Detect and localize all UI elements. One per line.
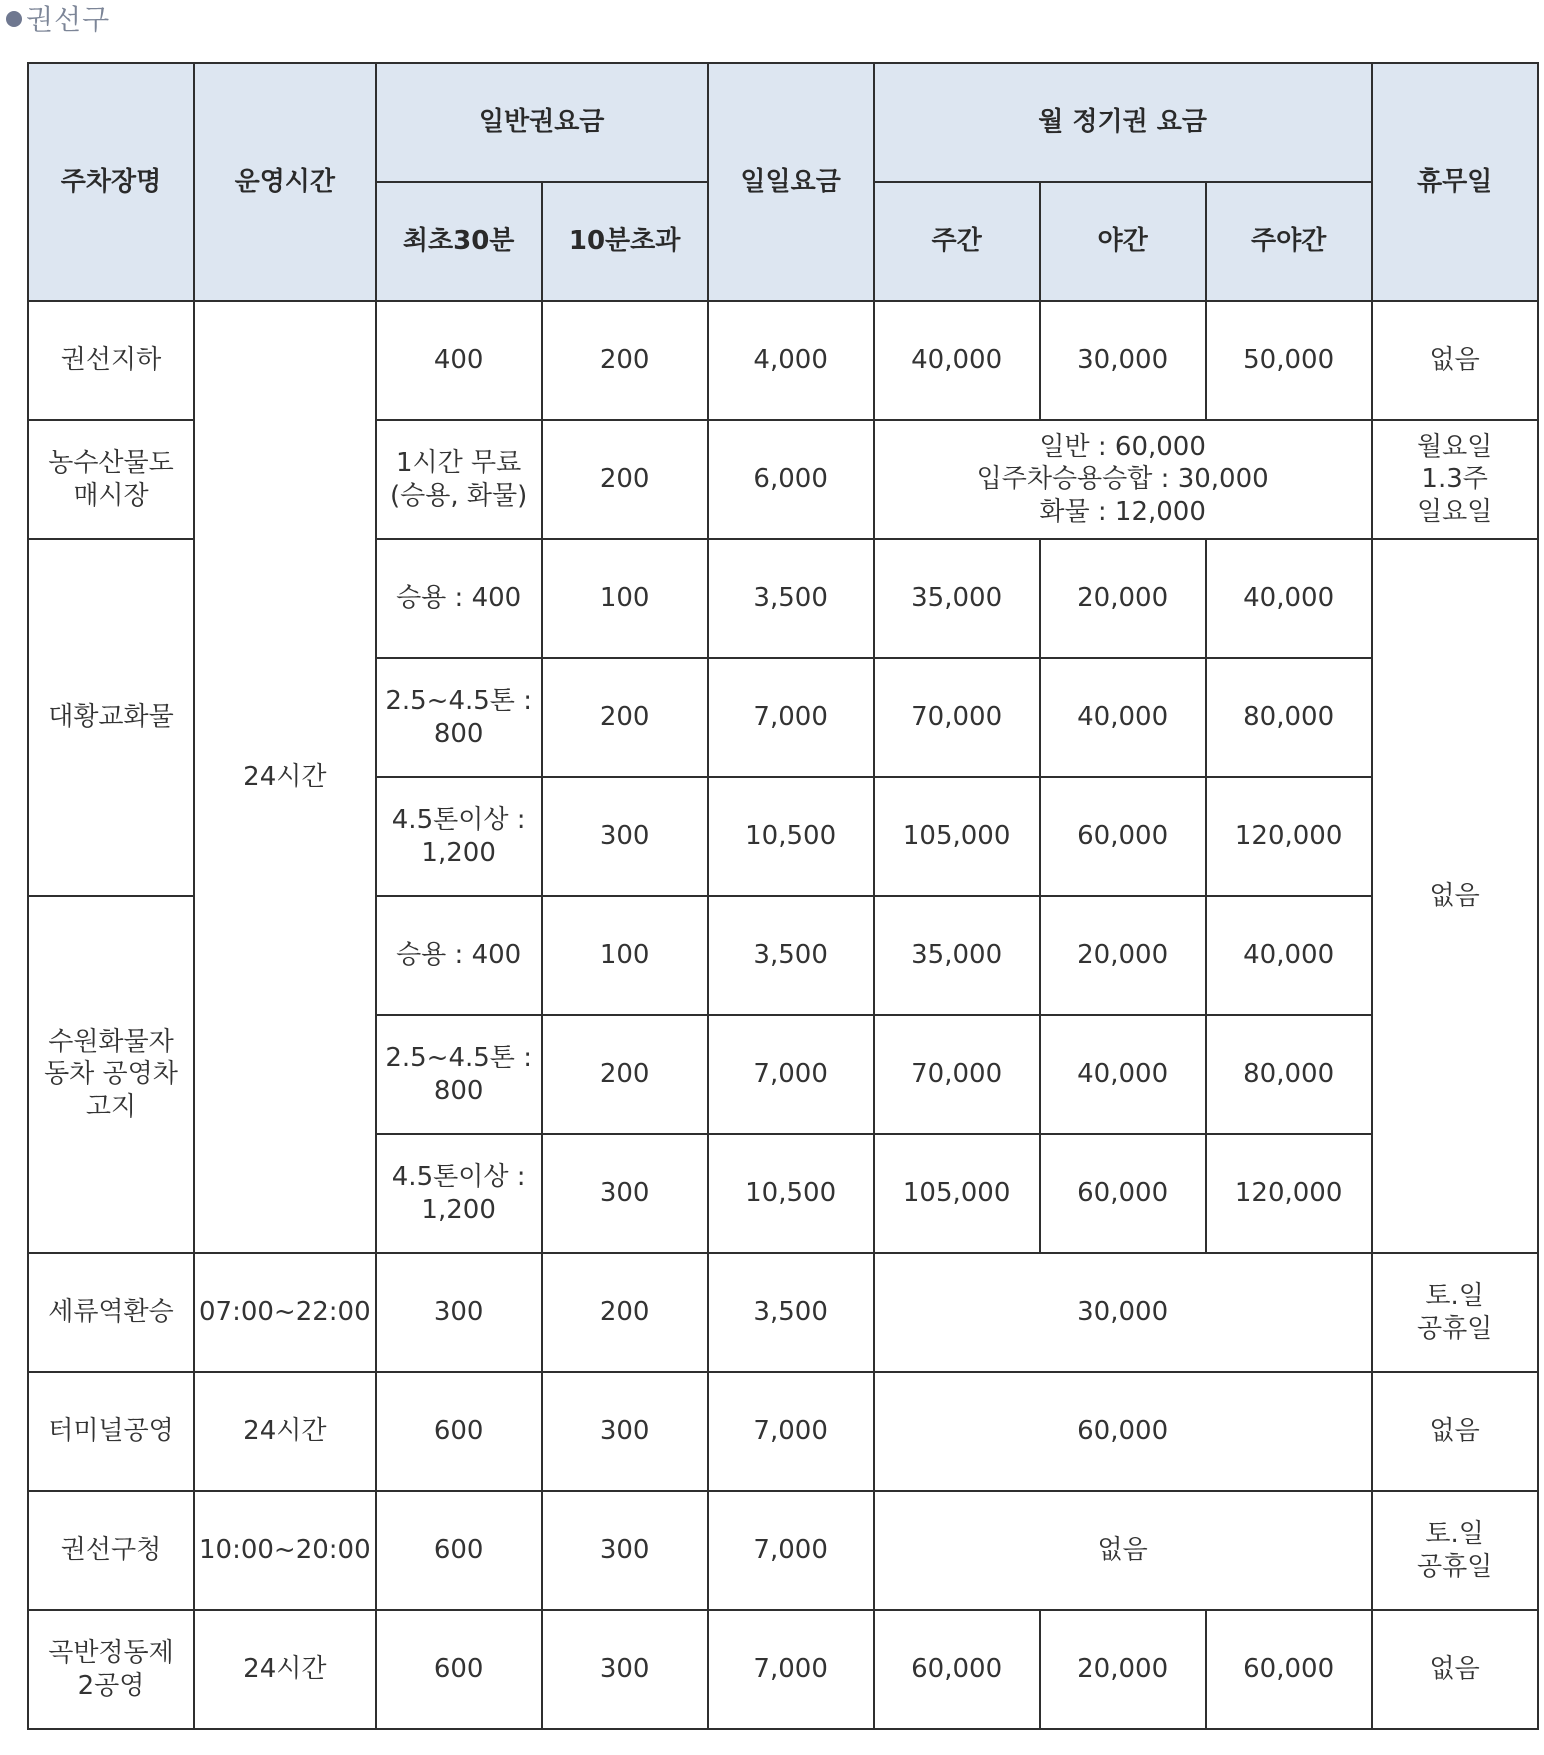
cell-day: 40,000 <box>874 301 1040 420</box>
cell-daynight: 40,000 <box>1206 539 1372 658</box>
cell-first30: 1시간 무료 (승용, 화물) <box>376 420 542 539</box>
header-night: 야간 <box>1040 182 1206 301</box>
header-general: 일반권요금 <box>376 63 708 182</box>
header-daily: 일일요금 <box>708 63 874 301</box>
table-row <box>28 1253 1538 1372</box>
cell-name: 곡반정동제 2공영 <box>28 1610 194 1729</box>
cell-name: 농수산물도 매시장 <box>28 420 194 539</box>
cell-name: 세류역환승 <box>28 1253 194 1372</box>
section-title <box>6 0 110 36</box>
cell-holiday: 토.일 공휴일 <box>1372 1491 1538 1610</box>
cell-over10: 300 <box>542 1372 708 1491</box>
cell-day: 35,000 <box>874 896 1040 1015</box>
circle-bullet-icon <box>6 11 22 27</box>
header-name: 주차장명 <box>28 63 194 301</box>
table-row <box>28 1491 1538 1610</box>
cell-monthly-merged: 60,000 <box>874 1372 1372 1491</box>
cell-night: 20,000 <box>1040 896 1206 1015</box>
cell-daily: 7,000 <box>708 1491 874 1610</box>
cell-holiday: 없음 <box>1372 1610 1538 1729</box>
cell-daynight: 80,000 <box>1206 658 1372 777</box>
cell-night: 30,000 <box>1040 301 1206 420</box>
cell-first30: 600 <box>376 1610 542 1729</box>
header-row-1 <box>28 63 1538 182</box>
cell-daily: 3,500 <box>708 539 874 658</box>
cell-day: 70,000 <box>874 658 1040 777</box>
cell-over10: 100 <box>542 539 708 658</box>
table-row <box>28 1372 1538 1491</box>
cell-night: 60,000 <box>1040 1134 1206 1253</box>
header-daynight: 주야간 <box>1206 182 1372 301</box>
section-title-text: 권선구 <box>26 3 111 36</box>
cell-over10: 200 <box>542 1253 708 1372</box>
cell-holiday: 월요일 1.3주 일요일 <box>1372 420 1538 539</box>
cell-first30: 400 <box>376 301 542 420</box>
cell-first30: 2.5~4.5톤 : 800 <box>376 1015 542 1134</box>
cell-name: 수원화물자 동차 공영차 고지 <box>28 896 194 1253</box>
cell-first30: 승용 : 400 <box>376 896 542 1015</box>
cell-over10: 300 <box>542 1134 708 1253</box>
cell-daily: 7,000 <box>708 658 874 777</box>
header-first30: 최초30분 <box>376 182 542 301</box>
cell-day: 70,000 <box>874 1015 1040 1134</box>
cell-daily: 10,500 <box>708 777 874 896</box>
cell-night: 20,000 <box>1040 539 1206 658</box>
cell-night: 40,000 <box>1040 1015 1206 1134</box>
cell-night: 40,000 <box>1040 658 1206 777</box>
cell-name: 권선구청 <box>28 1491 194 1610</box>
cell-first30: 승용 : 400 <box>376 539 542 658</box>
cell-first30: 600 <box>376 1491 542 1610</box>
cell-hours: 10:00~20:00 <box>194 1491 376 1610</box>
cell-daily: 3,500 <box>708 896 874 1015</box>
cell-first30: 4.5톤이상 : 1,200 <box>376 1134 542 1253</box>
cell-hours: 07:00~22:00 <box>194 1253 376 1372</box>
cell-daily: 7,000 <box>708 1372 874 1491</box>
cell-daynight: 120,000 <box>1206 777 1372 896</box>
cell-name: 대황교화물 <box>28 539 194 896</box>
cell-name: 권선지하 <box>28 301 194 420</box>
cell-daynight: 80,000 <box>1206 1015 1372 1134</box>
header-hours: 운영시간 <box>194 63 376 301</box>
cell-holiday: 없음 <box>1372 301 1538 420</box>
cell-over10: 200 <box>542 420 708 539</box>
cell-daily: 10,500 <box>708 1134 874 1253</box>
cell-daynight: 40,000 <box>1206 896 1372 1015</box>
cell-hours: 24시간 <box>194 1372 376 1491</box>
cell-day: 105,000 <box>874 777 1040 896</box>
cell-over10: 200 <box>542 658 708 777</box>
cell-monthly-merged: 없음 <box>874 1491 1372 1610</box>
cell-name: 터미널공영 <box>28 1372 194 1491</box>
header-over10: 10분초과 <box>542 182 708 301</box>
table-row <box>28 301 1538 420</box>
cell-day: 60,000 <box>874 1610 1040 1729</box>
cell-over10: 300 <box>542 777 708 896</box>
cell-daily: 7,000 <box>708 1015 874 1134</box>
cell-daily: 7,000 <box>708 1610 874 1729</box>
cell-daily: 6,000 <box>708 420 874 539</box>
cell-night: 20,000 <box>1040 1610 1206 1729</box>
header-holiday: 휴무일 <box>1372 63 1538 301</box>
cell-first30: 4.5톤이상 : 1,200 <box>376 777 542 896</box>
cell-daynight: 50,000 <box>1206 301 1372 420</box>
cell-first30: 300 <box>376 1253 542 1372</box>
cell-holiday: 토.일 공휴일 <box>1372 1253 1538 1372</box>
cell-over10: 200 <box>542 1015 708 1134</box>
cell-day: 105,000 <box>874 1134 1040 1253</box>
header-day: 주간 <box>874 182 1040 301</box>
cell-holiday-merged: 없음 <box>1372 539 1538 1253</box>
cell-monthly-merged: 30,000 <box>874 1253 1372 1372</box>
cell-hours: 24시간 <box>194 1610 376 1729</box>
cell-first30: 2.5~4.5톤 : 800 <box>376 658 542 777</box>
cell-daily: 4,000 <box>708 301 874 420</box>
cell-over10: 300 <box>542 1491 708 1610</box>
cell-monthly-merged: 일반 : 60,000 입주차승용승합 : 30,000 화물 : 12,000 <box>874 420 1372 539</box>
cell-over10: 200 <box>542 301 708 420</box>
cell-day: 35,000 <box>874 539 1040 658</box>
parking-fee-table <box>27 62 1539 1730</box>
cell-over10: 100 <box>542 896 708 1015</box>
cell-holiday: 없음 <box>1372 1372 1538 1491</box>
cell-night: 60,000 <box>1040 777 1206 896</box>
cell-first30: 600 <box>376 1372 542 1491</box>
cell-daynight: 60,000 <box>1206 1610 1372 1729</box>
cell-daily: 3,500 <box>708 1253 874 1372</box>
table-row <box>28 1610 1538 1729</box>
header-monthly: 월 정기권 요금 <box>874 63 1372 182</box>
cell-hours-merged: 24시간 <box>194 301 376 1253</box>
cell-over10: 300 <box>542 1610 708 1729</box>
cell-daynight: 120,000 <box>1206 1134 1372 1253</box>
